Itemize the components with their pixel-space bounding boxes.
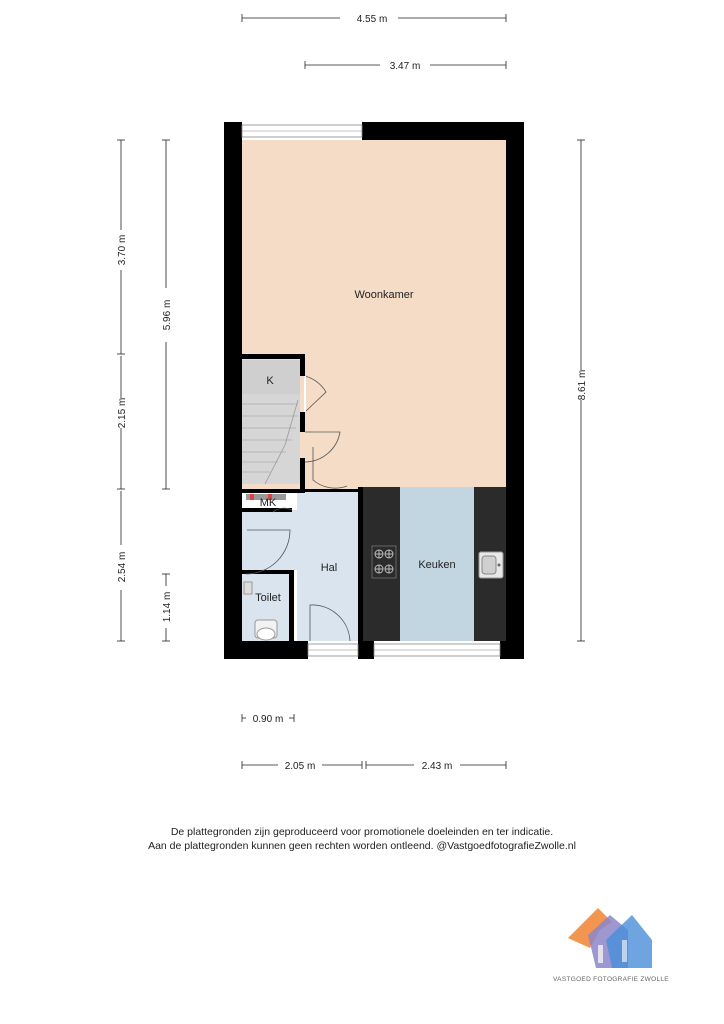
window-bottom-kitchen (374, 644, 500, 656)
dim-bottom-small: 0.90 m (252, 714, 284, 725)
disclaimer-line-1: De plattegronden zijn geproduceerd voor promotionele doeleinden en ter indicatie. (170, 826, 554, 838)
dim-left-living: 5.96 m (162, 299, 173, 331)
stairs (242, 394, 300, 484)
sink-icon (479, 552, 503, 578)
toilet-label: Toilet (255, 592, 281, 604)
hal-label: Hal (320, 562, 338, 574)
dim-left-toilet: 1.14 m (162, 591, 173, 623)
dim-right-total: 8.61 m (577, 369, 588, 401)
meterkast-label: MK (259, 497, 277, 509)
hal-floor-lower (242, 510, 298, 570)
keuken-label: Keuken (418, 559, 456, 571)
kast-label: K (266, 375, 274, 387)
brand-logo (568, 908, 652, 968)
dim-bottom-right: 2.43 m (421, 761, 453, 772)
kitchen-counter-left (362, 487, 400, 641)
window-bottom-hal (308, 644, 358, 656)
dim-left-upper: 3.70 m (117, 234, 128, 266)
dim-left-middle: 2.15 m (117, 397, 128, 429)
window-top (242, 125, 362, 137)
brand-name: VASTGOED FOTOGRAFIE ZWOLLE (553, 976, 669, 983)
dim-left-lower: 2.54 m (117, 551, 128, 583)
woonkamer-label: Woonkamer (354, 289, 414, 301)
dim-bottom-left: 2.05 m (284, 761, 316, 772)
dim-top-inner: 3.47 m (389, 61, 421, 72)
dim-top-total: 4.55 m (356, 14, 388, 25)
disclaimer-line-2: Aan de plattegronden kunnen geen rechten worden ontleend. @VastgoedfotografieZwolle.nl (148, 840, 576, 852)
